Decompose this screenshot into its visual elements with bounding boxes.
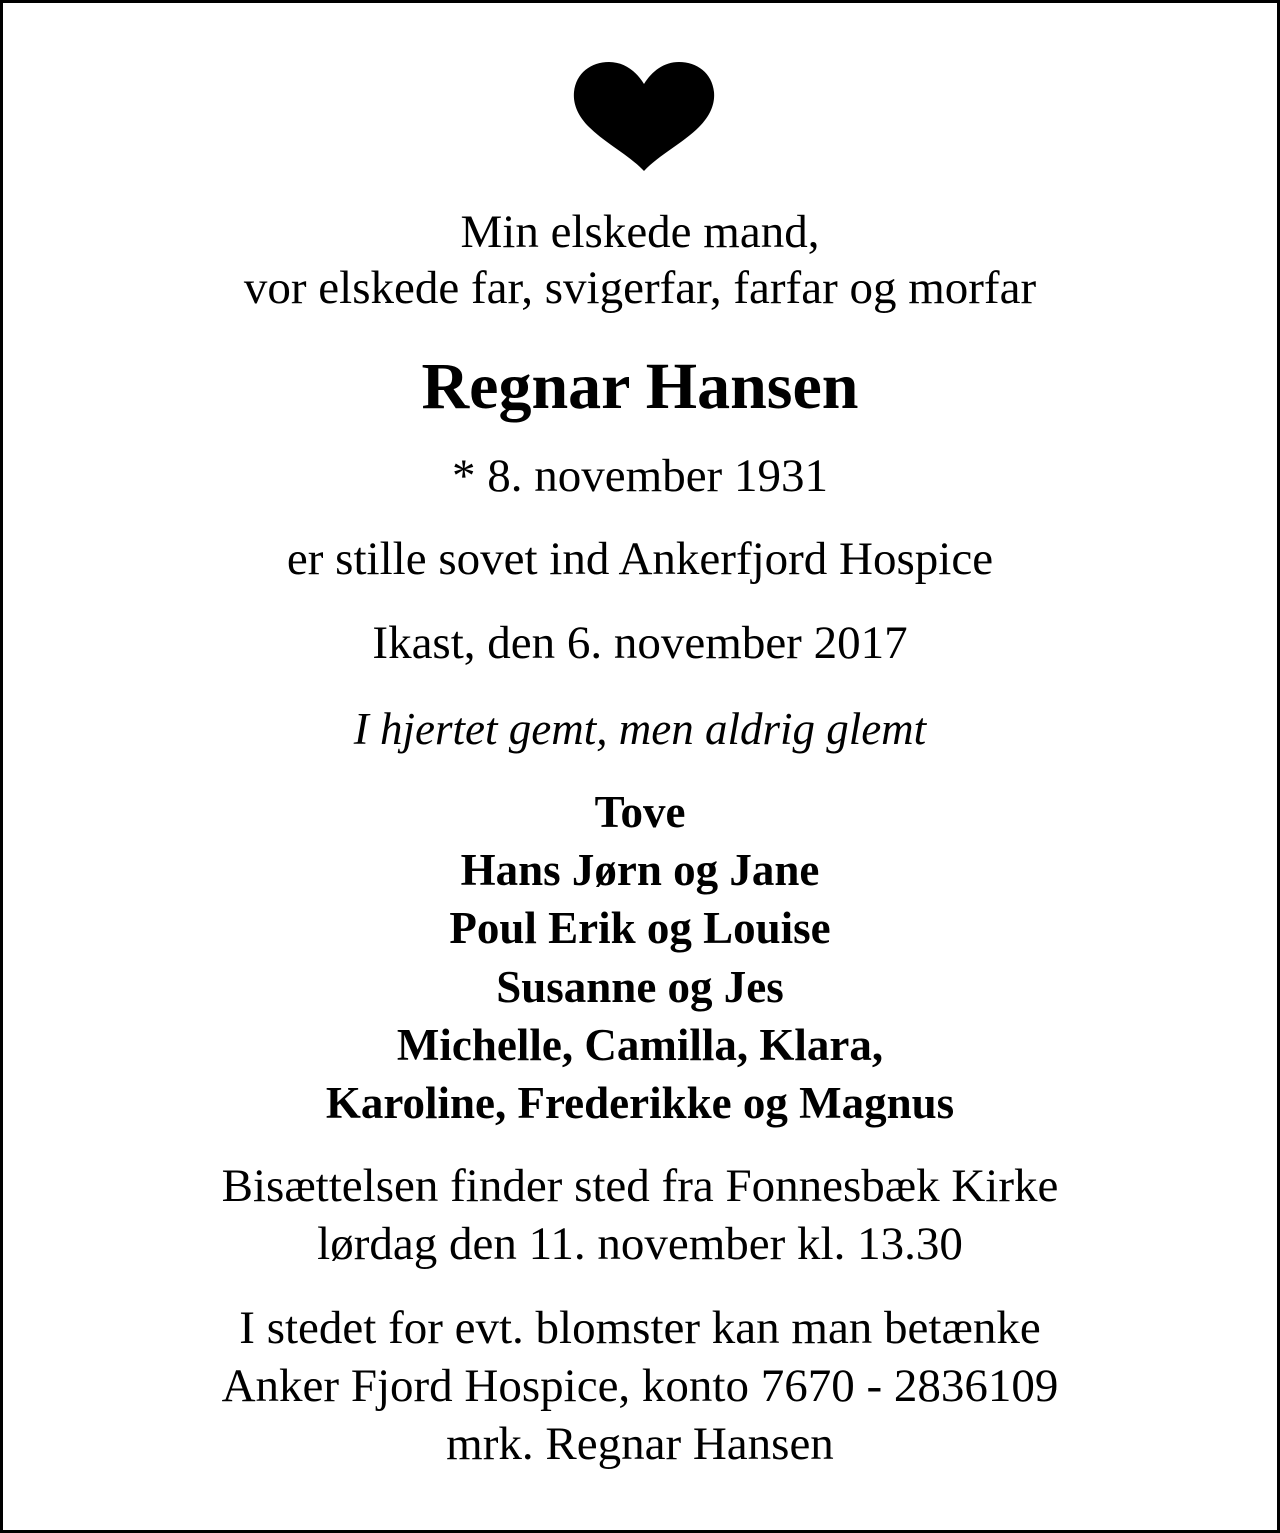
funeral-line-2: lørdag den 11. november kl. 13.30	[317, 1218, 963, 1270]
funeral-line-1: Bisættelsen finder sted fra Fonnesbæk Kirke	[221, 1160, 1059, 1212]
family-line-3: Poul Erik og Louise	[449, 903, 831, 953]
heart-icon	[573, 61, 715, 173]
motto: I hjertet gemt, men aldrig glemt	[353, 704, 927, 754]
intro-line-2: vor elskede far, svigerfar, farfar og morfar	[243, 262, 1037, 314]
intro-line-1: Min elskede mand,	[460, 206, 820, 258]
family-line-1: Tove	[594, 787, 686, 837]
birth-date: * 8. november 1931	[452, 450, 828, 502]
donation-line-2: Anker Fjord Hospice, konto 7670 - 2836109	[221, 1360, 1059, 1412]
donation-line-3: mrk. Regnar Hansen	[446, 1418, 834, 1470]
family-line-6: Karoline, Frederikke og Magnus	[325, 1078, 955, 1128]
donation-line-1: I stedet for evt. blomster kan man betænke	[239, 1302, 1041, 1354]
family-line-5: Michelle, Camilla, Klara,	[396, 1020, 884, 1070]
death-date: Ikast, den 6. november 2017	[372, 617, 908, 669]
deceased-name: Regnar Hansen	[421, 350, 859, 423]
death-place: er stille sovet ind Ankerfjord Hospice	[286, 533, 994, 585]
family-line-2: Hans Jørn og Jane	[460, 845, 820, 895]
family-line-4: Susanne og Jes	[496, 962, 784, 1012]
